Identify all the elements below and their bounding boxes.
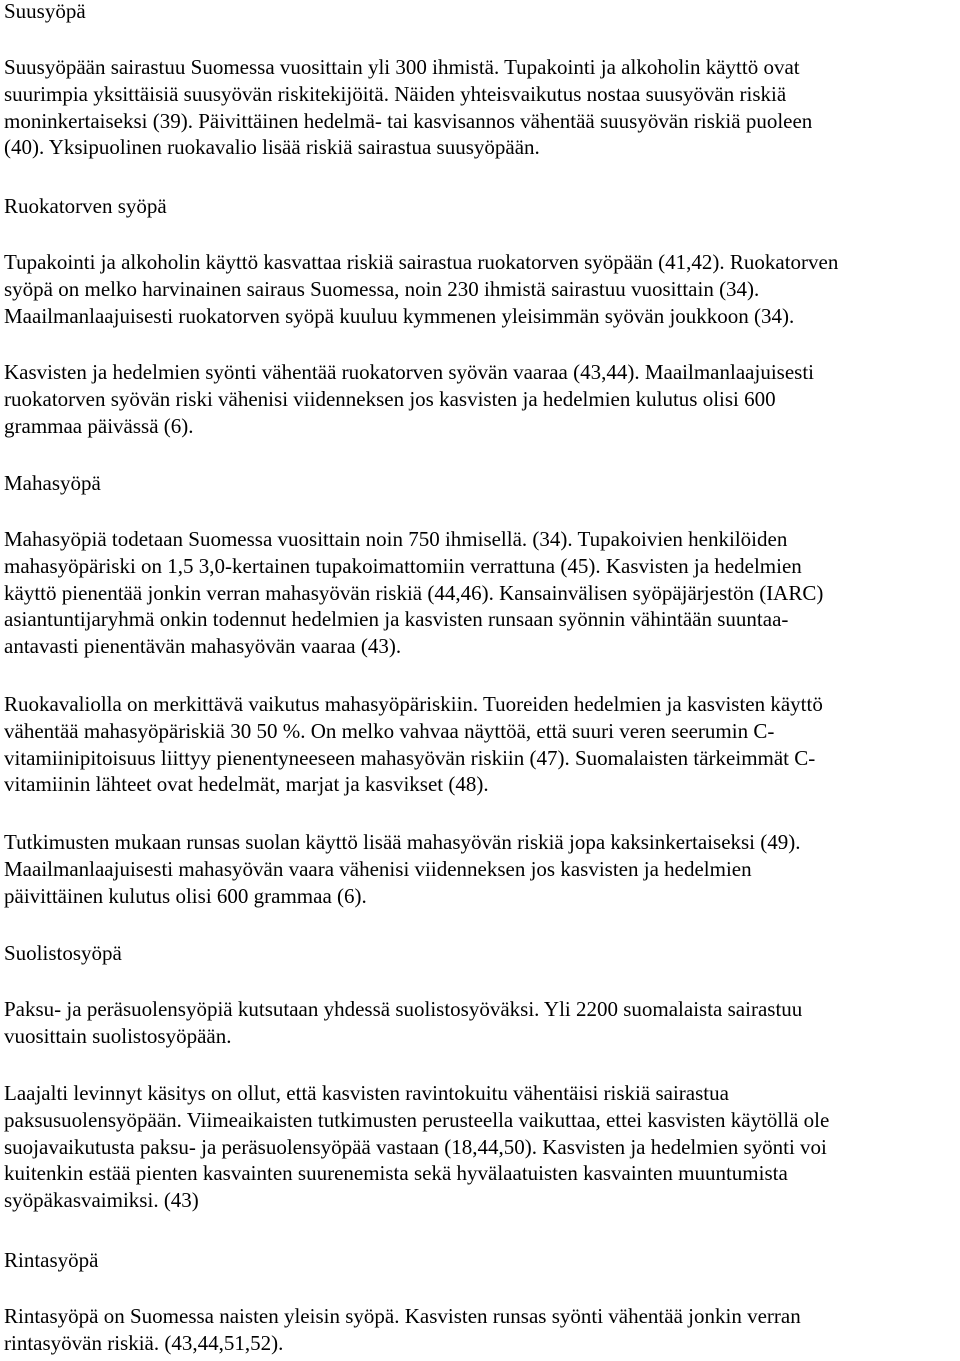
paragraph: Laajalti levinnyt käsitys on ollut, että kasvisten ravintokuitu vähentäisi riskiä sairastua paksusuolensyöpään. Viimeaikaisten tutkimusten perusteella vaikuttaa, ettei kasvisten käytöllä ole suojavaikutusta paksu- ja peräsuolensyöpää vastaan (18,44,50). Kasvisten ja hedelmien syönti voi kuitenkin estää pienten kasvainten suurenemista sekä hyvälaatuisten kasvainten muuntumista syöpäkasvaimiksi. (43): [4, 1081, 830, 1213]
paragraph: Suusyöpään sairastuu Suomessa vuosittain yli 300 ihmistä. Tupakointi ja alkoholin käyttö ovat suurimpia yksittäisiä suusyövän riskitekijöitä. Näiden yhteisvaikutus nostaa suusyövän riskiä moninkertaiseksi (39). Päivittäinen hedelmä- tai kasvisannos vähentää suusyövän riskiä puoleen (40). Yksipuolinen ruokavalio lisää riskiä sairastua suusyöpään.: [4, 55, 813, 160]
paragraph: Tupakointi ja alkoholin käyttö kasvattaa riskiä sairastua ruokatorven syöpään (41,42). Ruokatorven syöpä on melko harvinainen sairaus Suomessa, noin 230 ihmistä sairastuu vuosittain (34). Maailmanlaajuisesti ruokatorven syöpä kuuluu kymmenen yleisimmän syövän joukkoon (34).: [4, 250, 839, 328]
paragraph: Kasvisten ja hedelmien syönti vähentää ruokatorven syövän vaaraa (43,44). Maailmanlaajuisesti ruokatorven syövän riski vähenisi viidenneksen jos kasvisten ja hedelmien kulutus olisi 600 grammaa päivässä (6).: [4, 360, 814, 438]
paragraph: Paksu- ja peräsuolensyöpiä kutsutaan yhdessä suolistosyöväksi. Yli 2200 suomalaista sairastuu vuosittain suolistosyöpään.: [4, 997, 803, 1048]
paragraph: Rintasyöpä on Suomessa naisten yleisin syöpä. Kasvisten runsas syönti vähentää jonkin verran rintasyövän riskiä. (43,44,51,52).: [4, 1304, 801, 1355]
section-heading-mahasyopa: Mahasyöpä: [4, 471, 101, 495]
paragraph: Ruokavaliolla on merkittävä vaikutus mahasyöpäriskiin. Tuoreiden hedelmien ja kasvisten käyttö vähentää mahasyöpäriskiä 30 50 %. On melko vahvaa näyttöä, että suuri veren seerumin C- vitamiinipitoisuus liittyy pienentyneeseen mahasyövän riskiin (47). Suomalaisten tärkeimmät C- vitamiinin lähteet ovat hedelmät, marjat ja kasvikset (48).: [4, 692, 823, 797]
section-heading-suusyopa: Suusyöpä: [4, 0, 86, 23]
paragraph: Mahasyöpiä todetaan Suomessa vuosittain noin 750 ihmisellä. (34). Tupakoivien henkilöiden mahasyöpäriski on 1,5 3,0-kertainen tupakoimattomiin verrattuna (45). Kasvisten ja hedelmien käyttö pienentää jonkin verran mahasyövän riskiä (44,46). Kansainvälisen syöpäjärjestön (IARC) asiantuntijaryhmä onkin todennut hedelmien ja kasvisten runsaan syönnin vähintään suuntaa- antavasti pienentävän mahasyövän vaaraa (43).: [4, 527, 824, 659]
section-heading-rintasyopa: Rintasyöpä: [4, 1248, 99, 1272]
paragraph: Tutkimusten mukaan runsas suolan käyttö lisää mahasyövän riskiä jopa kaksinkertaiseksi (49). Maailmanlaajuisesti mahasyövän vaara vähenisi viidenneksen jos kasvisten ja hedelmien päivittäinen kulutus olisi 600 grammaa (6).: [4, 830, 801, 908]
section-heading-suolistosyopa: Suolistosyöpä: [4, 941, 122, 965]
section-heading-ruokatorven-syopa: Ruokatorven syöpä: [4, 194, 167, 218]
